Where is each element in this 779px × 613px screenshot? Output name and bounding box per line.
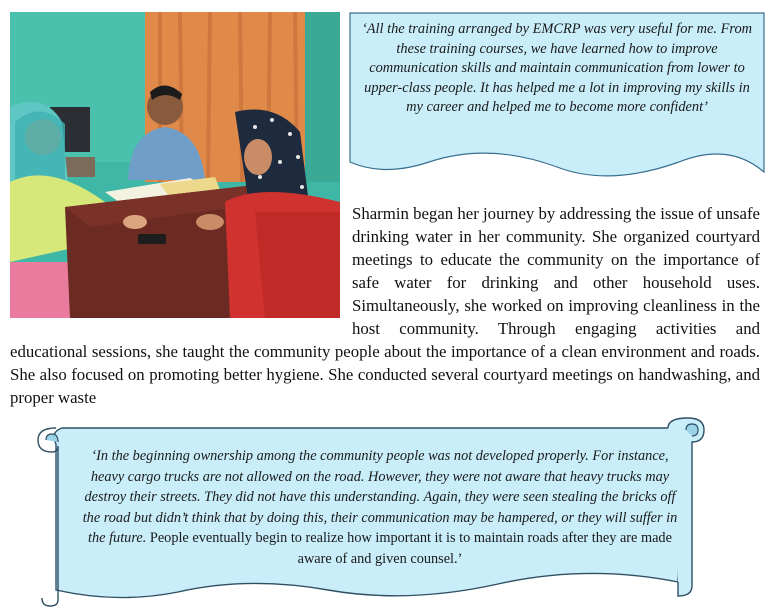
photo-wrap-spacer — [10, 202, 352, 318]
scroll-quote-text — [74, 446, 686, 569]
story-paragraph — [10, 202, 760, 409]
story-paragraph-text: Sharmin began her journey by addressing the issue of unsafe drinking water in her community. She organized courtyard meetings to educate the community on the importance of safe water for drinking and other household uses. Simultaneously, she worked on improving cleanliness in the host community. Through engaging activities and educational sessions, she taught the community people about the importance of a clean environment and roads. She also focused on promoting better hygiene. She conducted several courtyard meetings on handwashing, and proper waste — [10, 204, 760, 407]
scroll-quote-regular: People eventually begin to realize how important it is to maintain roads after they are made aware of and given counsel.’ — [146, 530, 672, 567]
scroll-quote-italic: ‘In the beginning ownership among the community people was not developed properly. For instance, heavy cargo trucks are not allowed on the road. However, they were not aware that heavy trucks may destroy their streets. They did not have this understanding. Again, they were seen stealing the bricks off the road but didn’t think that by doing this, their communication may be hampered, or they will suffer in the future. — [82, 448, 678, 546]
scroll-quote-box — [28, 414, 716, 608]
testimonial-quote-text: ‘All the training arranged by EMCRP was very useful for me. From these training courses, we have learned how to improve communication skills and maintain communication from lower to upper-class people. It has helped me a lot in improving my skills in my career and helped me to become more confident’ — [361, 21, 753, 116]
testimonial-quote-box — [349, 12, 765, 182]
